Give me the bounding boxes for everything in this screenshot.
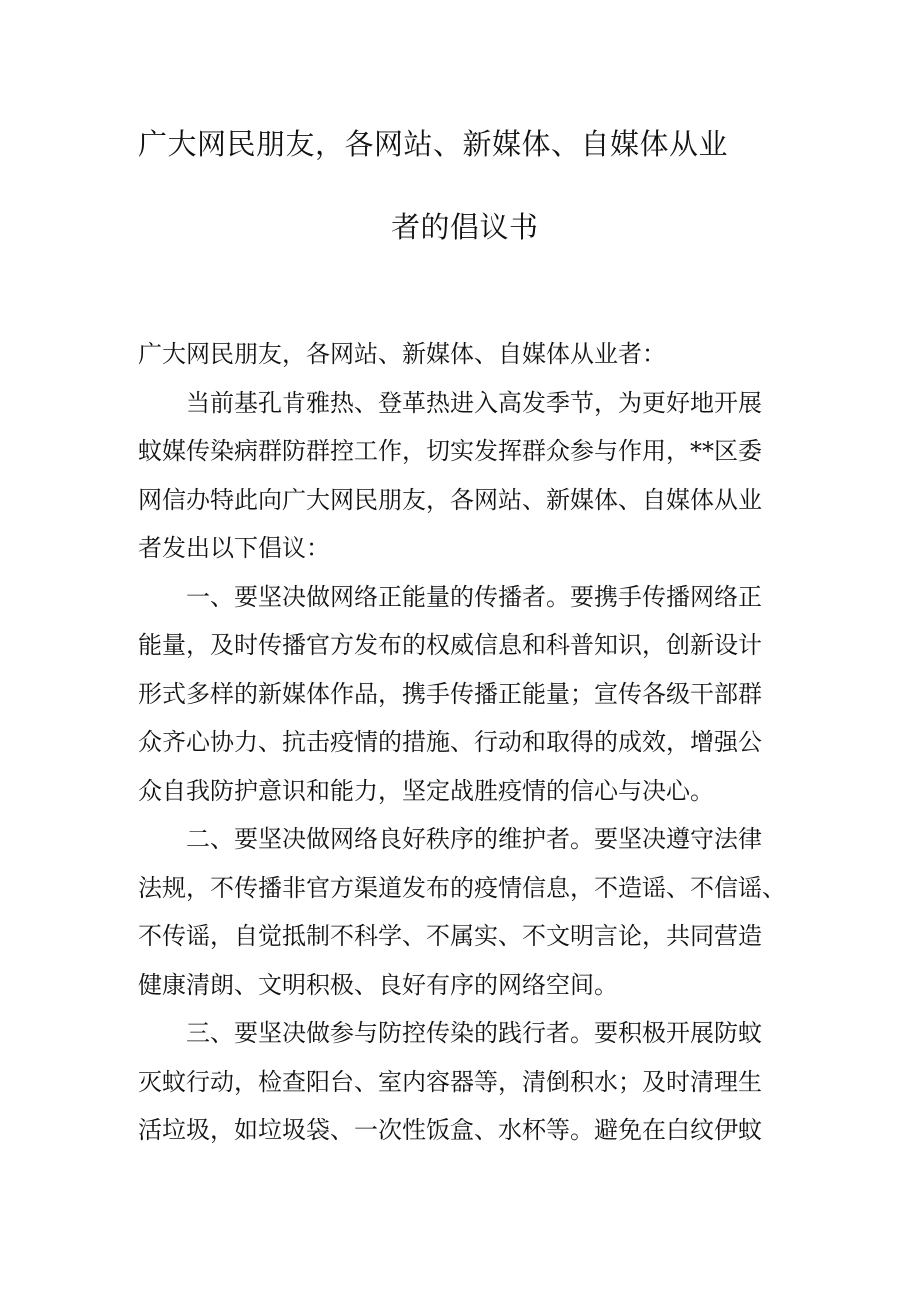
paragraph-intro-line: 网信办特此向广大网民朋友，各网站、新媒体、自媒体从业 <box>138 486 762 514</box>
paragraph-intro-line: 当前基孔肯雅热、登革热进入高发季节，为更好地开展 <box>186 389 762 417</box>
paragraph-one-line: 众齐心协力、抗击疫情的措施、行动和取得的成效，增强公 <box>138 728 762 756</box>
paragraph-one-line: 众自我防护意识和能力，坚定战胜疫情的信心与决心。 <box>138 777 714 805</box>
paragraph-one-line: 一、要坚决做网络正能量的传播者。要携手传播网络正 <box>186 583 762 611</box>
paragraph-one-line: 形式多样的新媒体作品，携手传播正能量；宣传各级干部群 <box>138 680 762 708</box>
paragraph-two-line: 不传谣，自觉抵制不科学、不属实、不文明言论，共同营造 <box>138 922 762 950</box>
document-title-line-1: 广大网民朋友，各网站、新媒体、自媒体从业 <box>138 127 729 161</box>
paragraph-three-line: 灭蚊行动，检查阳台、室内容器等，清倒积水；及时清理生 <box>138 1068 762 1096</box>
paragraph-two-line: 二、要坚决做网络良好秩序的维护者。要坚决遵守法律 <box>186 825 762 853</box>
paragraph-intro-line: 者发出以下倡议： <box>138 534 330 562</box>
paragraph-intro-line: 蚊媒传染病群防群控工作，切实发挥群众参与作用，**区委 <box>138 437 762 465</box>
paragraph-three-line: 三、要坚决做参与防控传染的践行者。要积极开展防蚊 <box>186 1019 762 1047</box>
salutation: 广大网民朋友，各网站、新媒体、自媒体从业者： <box>138 340 666 368</box>
paragraph-one-line: 能量，及时传播官方发布的权威信息和科普知识，创新设计 <box>138 631 762 659</box>
paragraph-two-line: 法规，不传播非官方渠道发布的疫情信息，不造谣、不信谣、 <box>138 874 786 902</box>
paragraph-two-line: 健康清朗、文明积极、良好有序的网络空间。 <box>138 971 618 999</box>
document-title-line-2: 者的倡议书 <box>391 210 539 244</box>
paragraph-three-line: 活垃圾，如垃圾袋、一次性饭盒、水杯等。避免在白纹伊蚊 <box>138 1116 762 1144</box>
